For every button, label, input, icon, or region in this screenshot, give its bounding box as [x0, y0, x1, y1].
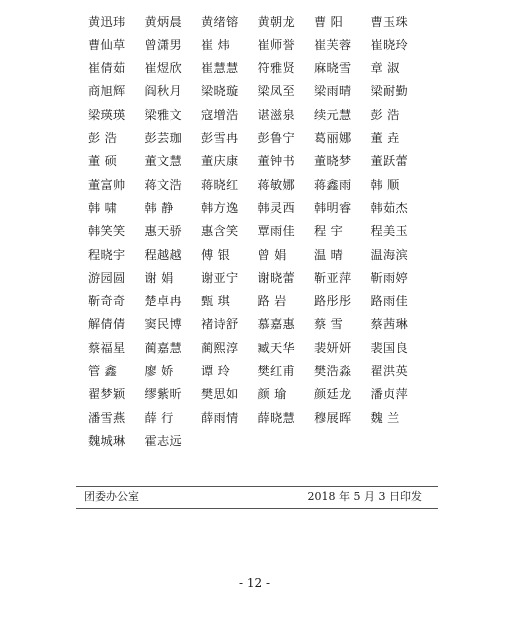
name-entry: 董庆康: [201, 154, 239, 169]
name-entry: 韩方逸: [201, 200, 239, 215]
name-entry: 程 宇: [314, 224, 344, 239]
name-entry: 梁雅文: [144, 107, 182, 122]
name-entry: 潘雪燕: [88, 410, 126, 425]
name-entry: 彭 浩: [370, 107, 400, 122]
name-entry: 惠含笑: [201, 224, 239, 239]
name-entry: 麻晓雪: [314, 61, 352, 76]
footer-bottom-rule: [76, 508, 438, 509]
name-entry: 崔晓玲: [370, 37, 408, 52]
name-entry: 葛丽娜: [314, 131, 352, 146]
name-entry: 曹 阳: [314, 14, 344, 29]
name-entry: 薛 行: [144, 410, 174, 425]
name-entry: 董文慧: [144, 154, 182, 169]
name-entry: 樊红甫: [257, 364, 295, 378]
name-entry: 彭鲁宁: [257, 131, 295, 146]
name-entry: 颜 瑜: [257, 387, 287, 402]
name-entry: 董晓梦: [314, 154, 352, 169]
name-entry: 颜廷龙: [314, 387, 352, 402]
name-entry: 游园圆: [88, 270, 126, 285]
name-entry: 翟洪英: [370, 364, 408, 378]
name-entry: 董跃蕾: [370, 154, 408, 169]
name-entry: 薛雨情: [201, 410, 239, 425]
name-entry: 蔡福星: [88, 340, 126, 355]
name-entry: 崔师誉: [257, 37, 295, 52]
name-entry: 韩明睿: [314, 200, 352, 215]
name-entry: 曾 娟: [257, 247, 287, 262]
name-entry: 彭 浩: [88, 131, 118, 146]
name-entry: 寇增浩: [201, 107, 239, 122]
name-entry: 彭雪冉: [201, 131, 239, 146]
name-entry: 黄迅玮: [88, 14, 126, 29]
name-entry: 靳雨婷: [370, 270, 408, 285]
name-list-grid: [88, 10, 428, 453]
name-entry: 阎秋月: [144, 84, 182, 99]
name-entry: 黄绪镕: [201, 14, 239, 29]
name-entry: 樊思如: [201, 387, 239, 402]
name-entry: 廖 娇: [144, 364, 174, 378]
name-entry: 曾潇男: [144, 37, 182, 52]
name-entry: 程晓宇: [88, 247, 126, 262]
name-entry: 霍志远: [144, 433, 182, 448]
name-entry: 续元慧: [314, 107, 352, 122]
name-entry: 解倩倩: [88, 317, 126, 332]
name-entry: 梁耐勤: [370, 84, 408, 99]
name-entry: 梁晓璇: [201, 84, 239, 99]
issuer-name: 团委办公室: [84, 490, 139, 503]
name-entry: 黄朝龙: [257, 14, 295, 29]
name-entry: 甄 琪: [201, 294, 231, 309]
name-entry: 崔芙蓉: [314, 37, 352, 52]
name-entry: 路 岩: [257, 294, 287, 309]
name-entry: 韩笑笑: [88, 224, 126, 239]
name-entry: 褚诗舒: [201, 317, 239, 332]
name-entry: 韩 静: [144, 200, 174, 215]
name-entry: 彭芸珈: [144, 131, 182, 146]
name-entry: 符雅贤: [257, 61, 295, 76]
name-entry: 谢晓蕾: [257, 270, 295, 285]
name-entry: 蒋晓红: [201, 177, 239, 192]
name-entry: 惠天骄: [144, 224, 182, 239]
name-entry: 韩灵西: [257, 200, 295, 215]
footer-top-rule: [76, 486, 438, 487]
name-entry: 韩 啸: [88, 200, 118, 215]
name-entry: 梁雨晴: [314, 84, 352, 99]
name-entry: 蔡 雪: [314, 317, 344, 332]
name-entry: 商旭辉: [88, 84, 126, 99]
name-entry: 魏城琳: [88, 433, 126, 448]
name-entry: 董 垚: [370, 131, 400, 146]
name-entry: 黄炳晨: [144, 14, 182, 29]
name-entry: 慕嘉惠: [257, 317, 295, 332]
name-entry: 梁瑛瑛: [88, 107, 126, 122]
name-entry: 路彤彤: [314, 294, 352, 309]
name-entry: 程美玉: [370, 224, 408, 239]
name-entry: 覃雨佳: [257, 224, 295, 239]
name-entry: 曹仙草: [88, 37, 126, 52]
name-entry: 路雨佳: [370, 294, 408, 309]
name-entry: 穆展晖: [314, 410, 352, 425]
name-entry: 梁凤至: [257, 84, 295, 99]
name-entry: 缪紫昕: [144, 387, 182, 402]
name-entry: 程越越: [144, 247, 182, 262]
name-entry: 蒋敏娜: [257, 177, 295, 192]
name-entry: 董 硕: [88, 154, 118, 169]
name-entry: 曹玉珠: [370, 14, 408, 29]
name-entry: 谢亚宁: [201, 270, 239, 285]
name-entry: 董富帅: [88, 177, 126, 192]
name-entry: 翟梦颖: [88, 387, 126, 402]
name-entry: 樊浩淼: [314, 364, 352, 378]
name-entry: 潘贞萍: [370, 387, 408, 402]
name-entry: 谭 玲: [201, 364, 231, 378]
name-entry: 魏 兰: [370, 410, 400, 425]
name-entry: 温 晴: [314, 247, 344, 262]
name-entry: 薛晓慧: [257, 410, 295, 425]
name-entry: 崔煜欣: [144, 61, 182, 76]
name-entry: 蒋文浩: [144, 177, 182, 192]
name-entry: 裴国良: [370, 340, 408, 355]
name-entry: 韩茹杰: [370, 200, 408, 215]
page-number: - 12 -: [238, 576, 270, 590]
name-entry: 谌滋泉: [257, 107, 295, 122]
name-entry: 裴妍妍: [314, 340, 352, 355]
issue-date: 2018 年 5 月 3 日印发: [307, 490, 422, 503]
name-entry: 管 鑫: [88, 364, 118, 378]
name-entry: 窦民博: [144, 317, 182, 332]
name-entry: 崔倩茹: [88, 61, 126, 76]
name-entry: 董钟书: [257, 154, 295, 169]
name-entry: 靳亚萍: [314, 270, 352, 285]
name-entry: 靳奇奇: [88, 294, 126, 309]
name-entry: 蔺熙淳: [201, 340, 239, 355]
name-entry: 谢 娟: [144, 270, 174, 285]
name-entry: 章 淑: [370, 61, 400, 76]
name-entry: 温海滨: [370, 247, 408, 262]
name-entry: 蔺嘉慧: [144, 340, 182, 355]
name-entry: 傅 银: [201, 247, 231, 262]
name-entry: 楚卓冉: [144, 294, 182, 309]
name-entry: 崔 炜: [201, 37, 231, 52]
name-entry: 臧天华: [257, 340, 295, 355]
name-entry: 崔慧慧: [201, 61, 239, 76]
name-entry: 韩 顺: [370, 177, 400, 192]
name-entry: 蒋鑫雨: [314, 177, 352, 192]
name-entry: 蔡茜琳: [370, 317, 408, 332]
